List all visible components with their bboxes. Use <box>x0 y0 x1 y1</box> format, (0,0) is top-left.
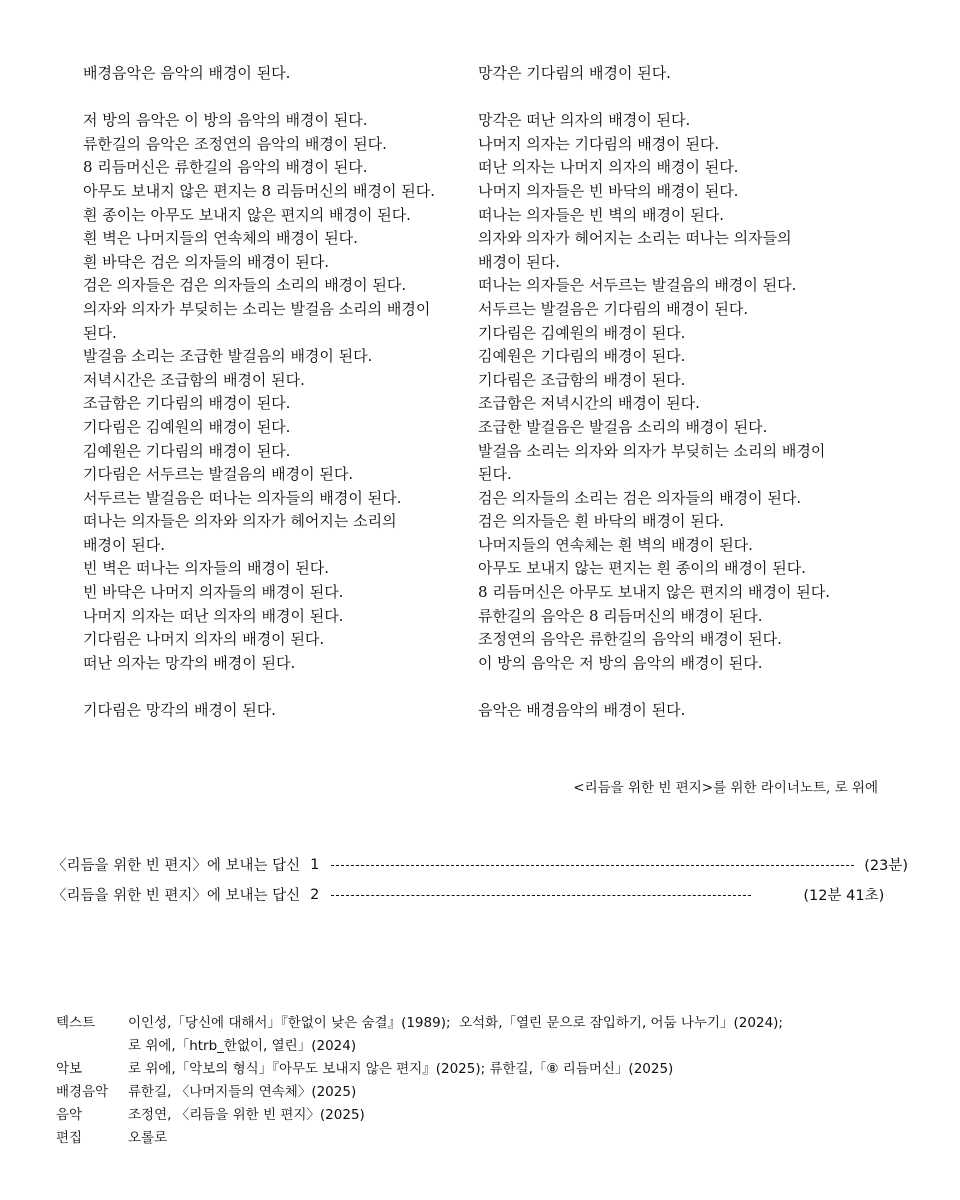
credit-row <box>56 1081 783 1104</box>
credit-row <box>56 1058 783 1081</box>
reply-duration: (12분 41초) <box>803 888 885 904</box>
stanza-gap <box>83 675 435 699</box>
poem-line: 기다림은 나머지 의자의 배경이 된다. <box>83 630 325 649</box>
poem-line: 배경이 된다. <box>478 252 560 271</box>
poem-line: 기다림은 김예원의 배경이 된다. <box>478 323 686 342</box>
poem-line: 조정연의 음악은 류한길의 음악의 배경이 된다. <box>478 630 782 649</box>
poem-line: 서두르는 발걸음은 기다림의 배경이 된다. <box>478 299 749 318</box>
credit-row <box>56 1104 783 1127</box>
dashed-leader <box>331 865 854 866</box>
poem-line: 김예원은 기다림의 배경이 된다. <box>83 441 291 460</box>
poem-line: 흰 벽은 나머지들의 연속체의 배경이 된다. <box>83 229 358 248</box>
liner-note: <리듬을 위한 빈 편지>를 위한 라이너노트, 로 위에 <box>573 780 878 796</box>
reply-track-1 <box>52 854 908 875</box>
poem-line: 조급한 발걸음은 발걸음 소리의 배경이 된다. <box>478 417 768 436</box>
reply-number: 1 <box>310 856 320 873</box>
credit-value: 로 위에,「악보의 형식」『아무도 보내지 않은 편지』(2025); 류한길,「⑧ 리듬머신」(2025) <box>128 1061 674 1077</box>
poem-line: 된다. <box>83 323 117 342</box>
poem-line: 아무도 보내지 않은 편지는 8 리듬머신의 배경이 된다. <box>83 181 435 200</box>
credit-label <box>56 1035 128 1058</box>
poem-line: 나머지 의자들은 빈 바닥의 배경이 된다. <box>478 181 739 200</box>
dashed-leader <box>331 895 751 896</box>
poem-line: 의자와 의자가 헤어지는 소리는 떠나는 의자들의 <box>478 229 792 248</box>
credit-label: 배경음악 <box>56 1084 109 1100</box>
poem-line: 나머지들의 연속체는 흰 벽의 배경이 된다. <box>478 535 753 554</box>
poem-line: 배경이 된다. <box>83 535 165 554</box>
poem-line: 류한길의 음악은 8 리듬머신의 배경이 된다. <box>478 606 763 625</box>
reply-title: 〈리듬을 위한 빈 편지〉에 보내는 답신 <box>52 888 301 904</box>
poem-line: 이 방의 음악은 저 방의 음악의 배경이 된다. <box>478 653 763 672</box>
stanza-gap <box>478 675 830 699</box>
credit-row <box>56 1035 783 1058</box>
reply-number: 2 <box>310 886 320 903</box>
stanza-gap <box>478 86 830 110</box>
poem-line: 떠나는 의자들은 서두르는 발걸음의 배경이 된다. <box>478 276 797 295</box>
poem-line: 검은 의자들의 소리는 검은 의자들의 배경이 된다. <box>478 488 802 507</box>
poem-line: 배경음악은 음악의 배경이 된다. <box>83 64 291 82</box>
poem-line: 기다림은 망각의 배경이 된다. <box>83 701 276 720</box>
poem-line: 된다. <box>478 465 512 484</box>
reply-track-2 <box>52 884 908 905</box>
poem-line: 망각은 떠난 의자의 배경이 된다. <box>478 111 691 130</box>
poem-line: 떠나는 의자들은 빈 벽의 배경이 된다. <box>478 205 724 224</box>
credit-label: 악보 <box>56 1061 83 1077</box>
poem-line: 서두르는 발걸음은 떠나는 의자들의 배경이 된다. <box>83 488 402 507</box>
poem-line: 음악은 배경음악의 배경이 된다. <box>478 701 686 720</box>
poem-line: 기다림은 서두르는 발걸음의 배경이 된다. <box>83 465 354 484</box>
poem-line: 저 방의 음악은 이 방의 음악의 배경이 된다. <box>83 111 368 130</box>
poem-line: 나머지 의자는 떠난 의자의 배경이 된다. <box>83 606 344 625</box>
poem-line: 김예원은 기다림의 배경이 된다. <box>478 347 686 366</box>
poem-line: 떠나는 의자들은 의자와 의자가 헤어지는 소리의 <box>83 512 397 531</box>
credit-row <box>56 1127 783 1150</box>
poem-line: 망각은 기다림의 배경이 된다. <box>478 64 671 82</box>
poem-line: 흰 종이는 아무도 보내지 않은 편지의 배경이 된다. <box>83 205 411 224</box>
reply-duration: (23분) <box>864 858 908 874</box>
credit-label: 편집 <box>56 1130 83 1146</box>
credit-value: 오롤로 <box>128 1130 168 1146</box>
poem-line: 조급함은 기다림의 배경이 된다. <box>83 394 291 413</box>
credits-block <box>56 1012 783 1150</box>
poem-line: 흰 바닥은 검은 의자들의 배경이 된다. <box>83 252 329 271</box>
poem-left-column <box>83 62 435 723</box>
reply-title: 〈리듬을 위한 빈 편지〉에 보내는 답신 <box>52 858 301 874</box>
poem-line: 빈 바닥은 나머지 의자들의 배경이 된다. <box>83 583 344 602</box>
poem-line: 8 리듬머신은 아무도 보내지 않은 편지의 배경이 된다. <box>478 583 830 602</box>
poem-line: 저녁시간은 조급함의 배경이 된다. <box>83 370 305 389</box>
credit-row <box>56 1012 783 1035</box>
poem-line: 기다림은 조급함의 배경이 된다. <box>478 370 686 389</box>
poem-line: 발걸음 소리는 의자와 의자가 부딪히는 소리의 배경이 <box>478 441 826 460</box>
poem-line: 8 리듬머신은 류한길의 음악의 배경이 된다. <box>83 158 368 177</box>
poem-line: 떠난 의자는 망각의 배경이 된다. <box>83 653 296 672</box>
credit-label: 음악 <box>56 1107 83 1123</box>
credit-value: 로 위에,「htrb_한없이, 열린」(2024) <box>128 1038 357 1054</box>
poem-line: 류한길의 음악은 조정연의 음악의 배경이 된다. <box>83 134 387 153</box>
credit-value: 이인성,「당신에 대해서」『한없이 낮은 숨결』(1989); 오석화,「열린 문으로 잠입하기, 어둠 나누기」(2024); <box>128 1015 783 1031</box>
credit-value: 조정연, 〈리듬을 위한 빈 편지〉(2025) <box>128 1107 365 1123</box>
poem-line: 발걸음 소리는 조급한 발걸음의 배경이 된다. <box>83 347 373 366</box>
poem-line: 기다림은 김예원의 배경이 된다. <box>83 417 291 436</box>
poem-line: 의자와 의자가 부딪히는 소리는 발걸음 소리의 배경이 <box>83 299 431 318</box>
poem-right-column <box>478 62 830 723</box>
poem-line: 조급함은 저녁시간의 배경이 된다. <box>478 394 700 413</box>
poem-line: 빈 벽은 떠나는 의자들의 배경이 된다. <box>83 559 329 578</box>
poem-line: 나머지 의자는 기다림의 배경이 된다. <box>478 134 720 153</box>
credit-value: 류한길, 〈나머지들의 연속체〉(2025) <box>128 1084 357 1100</box>
poem-line: 검은 의자들은 검은 의자들의 소리의 배경이 된다. <box>83 276 407 295</box>
credit-label: 텍스트 <box>56 1015 96 1031</box>
stanza-gap <box>83 86 435 110</box>
poem-line: 검은 의자들은 흰 바닥의 배경이 된다. <box>478 512 724 531</box>
poem-line: 아무도 보내지 않는 편지는 흰 종이의 배경이 된다. <box>478 559 806 578</box>
poem-line: 떠난 의자는 나머지 의자의 배경이 된다. <box>478 158 739 177</box>
